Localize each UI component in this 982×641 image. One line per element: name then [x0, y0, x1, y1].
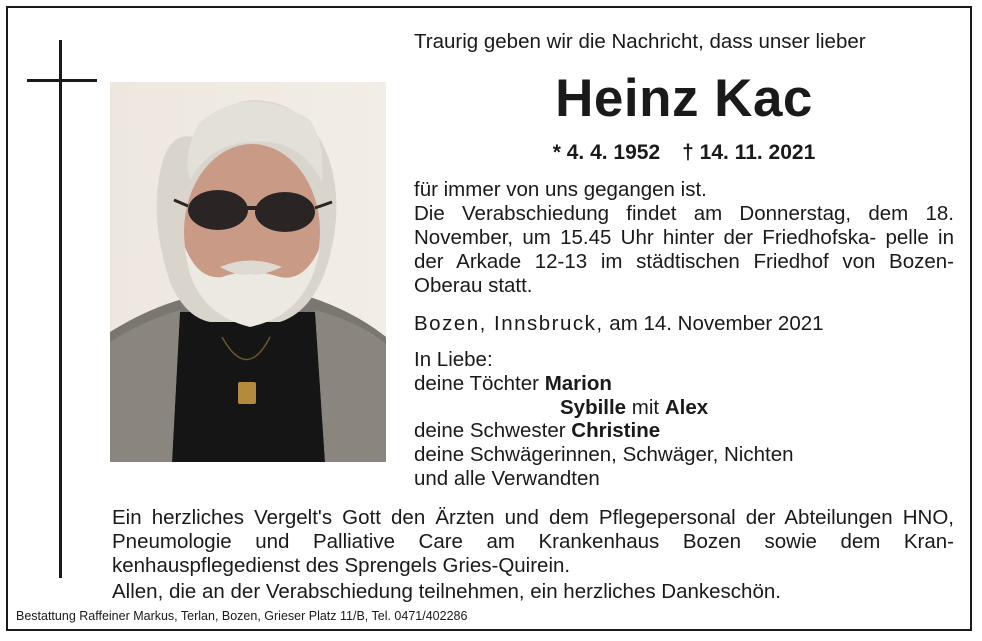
passing-line: für immer von uns gegangen ist. — [414, 178, 707, 201]
survivor-sister: deine Schwester Christine — [414, 419, 661, 443]
survivor-relatives: und alle Verwandten — [414, 466, 600, 490]
survivor-daughters: deine Töchter Marion — [414, 371, 612, 395]
places: Bozen, Innsbruck, — [414, 312, 604, 335]
partner-name: Alex — [664, 395, 709, 419]
closing-line: Allen, die an der Verabschiedung teilnehmen, ein herzliches Dankeschön. — [112, 580, 781, 603]
announcement-text — [414, 178, 954, 298]
survivor-daughter-2: Sybille mit Alex — [560, 395, 709, 419]
death-date: † 14. 11. 2021 — [682, 141, 816, 164]
intro-text: Traurig geben wir die Nachricht, dass unser lieber — [414, 30, 866, 53]
daughter-name: Sybille — [560, 395, 627, 419]
place-date-line — [414, 312, 824, 336]
sister-name: Christine — [571, 419, 661, 443]
survivor-inlaws: deine Schwägerinnen, Schwäger, Nichten — [414, 443, 794, 467]
announcement-date: am 14. November 2021 — [603, 312, 824, 335]
farewell-details: Die Verabschiedung findet am Donnerstag, dem 18. November, um 15.45 Uhr hinter der Friedhofska- pelle in der Arkade 12-13 im städtischen Friedhof von Bozen-Oberau statt. — [414, 202, 954, 297]
thanks-text — [112, 506, 954, 578]
life-dates — [414, 141, 954, 165]
thanks-paragraph: Ein herzliches Vergelt's Gott den Ärzten und dem Pflegepersonal der Abteilungen HNO, Pneumologie und Palliative Care am Krankenhaus Bozen sowie dem Kran- kenhauspflegedienst des Sprengels Gries-Quirein. — [112, 506, 954, 577]
funeral-home-footer: Bestattung Raffeiner Markus, Terlan, Bozen, Grieser Platz 11/B, Tel. 0471/402286 — [16, 609, 468, 623]
daughter-name: Marion — [544, 371, 612, 395]
deceased-name: Heinz Kac — [555, 69, 813, 128]
survivors-heading: In Liebe: — [414, 348, 493, 371]
portrait-photo — [110, 82, 386, 462]
birth-date: * 4. 4. 1952 — [552, 141, 661, 164]
survivors-list — [414, 348, 954, 491]
